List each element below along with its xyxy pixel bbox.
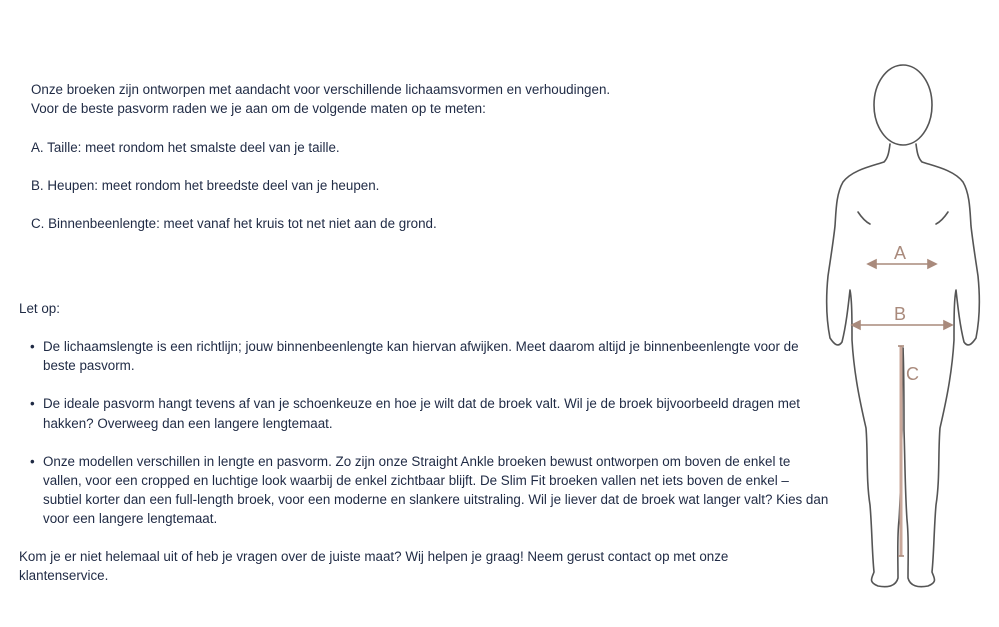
intro-text [31, 80, 610, 118]
bullet-icon: • [30, 453, 35, 469]
notes-list [19, 337, 829, 548]
label-a: A [894, 243, 907, 263]
bullet-icon: • [30, 396, 35, 412]
closing-text: Kom je er niet helemaal uit of heb je vragen over de juiste maat? Wij helpen je graag! Neem gerust contact op met onze klantenservice. [19, 549, 729, 584]
intro-line-1: Onze broeken zijn ontworpen met aandacht voor verschillende lichaamsvormen en verhoudingen. [31, 82, 611, 97]
note-heading: Let op: [19, 301, 60, 316]
body-measurement-figure [820, 58, 990, 598]
list-item [19, 394, 829, 432]
measurement-inseam: C. Binnenbeenlengte: meet vanaf het kruis tot net niet aan de grond. [31, 216, 437, 231]
measurement-hips: B. Heupen: meet rondom het breedste deel van je heupen. [31, 178, 380, 193]
body-silhouette-icon [820, 58, 990, 598]
measurement-waist: A. Taille: meet rondom het smalste deel van je taille. [31, 140, 340, 155]
list-item [19, 337, 829, 375]
note-text: De lichaamslengte is een richtlijn; jouw binnenbeenlengte kan hiervan afwijken. Meet daarom altijd je binnenbeenlengte voor de beste pasvorm. [43, 339, 799, 374]
note-text: De ideale pasvorm hangt tevens af van je schoenkeuze en hoe je wilt dat de broek valt. Wil je de broek bijvoorbeeld dragen met hakken? Overweeg dan een langere lengtemaat. [43, 396, 801, 431]
intro-line-2: Voor de beste pasvorm raden we je aan om de volgende maten op te meten: [31, 101, 486, 117]
label-c: C [906, 364, 919, 384]
note-text: Onze modellen verschillen in lengte en pasvorm. Zo zijn onze Straight Ankle broeken bewust ontworpen om boven de enkel te vallen, voor een cropped en luchtige look waarbij de enkel zichtbaar blijft. De Slim Fit broeken vallen net iets boven de enkel – subtiel korter dan een full-length broek, voor een moderne en slankere uitstraling. Wil je liever dat de broek wat langer valt? Kies dan voor een langere lengtemaat. [43, 453, 829, 527]
list-item [19, 452, 829, 529]
bullet-icon: • [30, 339, 35, 354]
label-b: B [894, 304, 907, 324]
